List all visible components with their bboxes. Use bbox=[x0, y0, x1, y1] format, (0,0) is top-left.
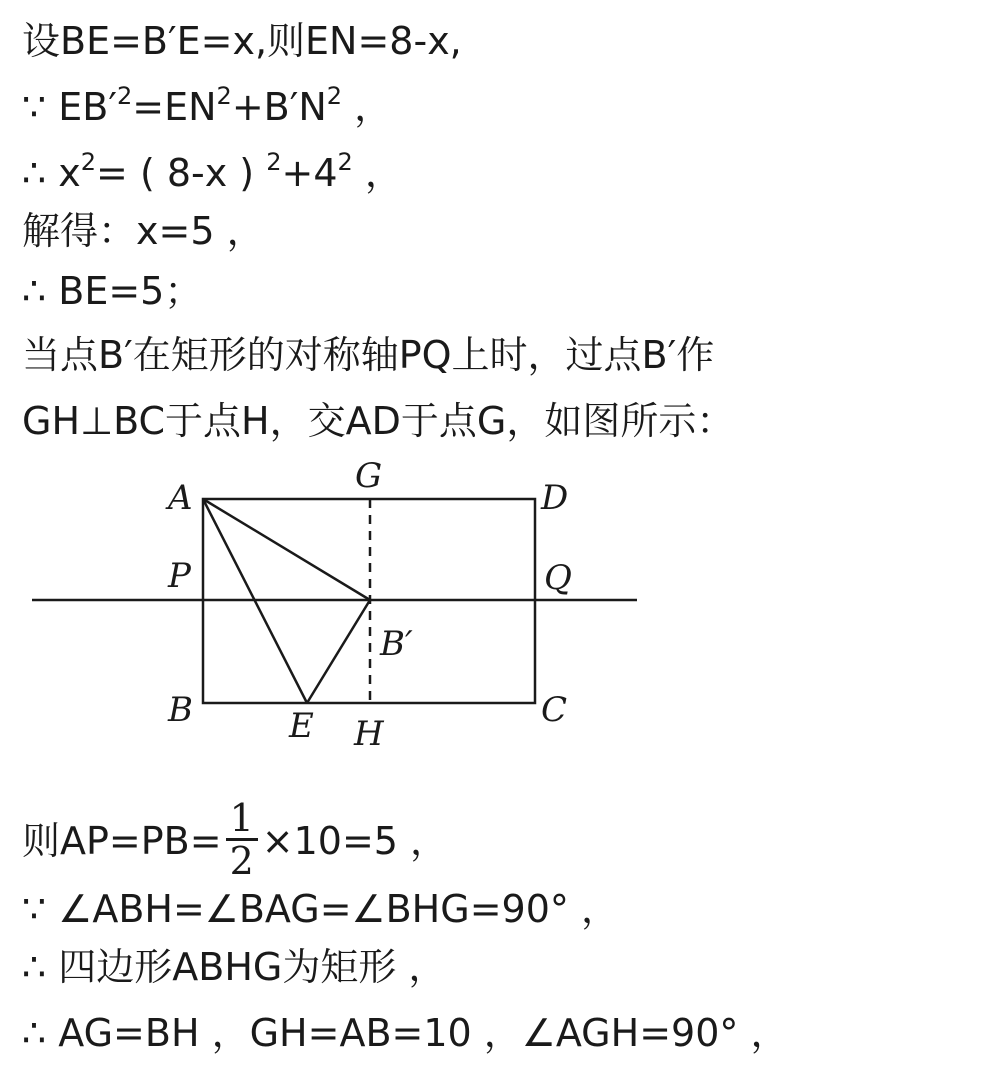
exponent: 2 bbox=[326, 82, 343, 110]
step-rectangle-abhg: ∴ 四边形ABHG为矩形 ， bbox=[22, 945, 447, 989]
step-ap-pb bbox=[22, 796, 449, 885]
text-segment: ， bbox=[352, 151, 403, 195]
step-case-intro: 当点B′在矩形的对称轴PQ上时，过点B′作 bbox=[22, 333, 715, 377]
fraction-numerator: 1 bbox=[226, 798, 258, 841]
text-segment: +4 bbox=[281, 151, 338, 195]
exponent: 2 bbox=[266, 148, 282, 176]
label-q: Q bbox=[544, 558, 572, 598]
label-b: B bbox=[168, 690, 193, 730]
text-segment: +B′N bbox=[231, 85, 327, 129]
text-segment: ∴ x bbox=[22, 151, 81, 195]
geometry-figure bbox=[0, 455, 660, 765]
step-be-result: ∴ BE=5； bbox=[22, 269, 203, 313]
label-a: A bbox=[168, 478, 193, 518]
text-segment: ∵ EB′ bbox=[22, 85, 117, 129]
text-segment: = ( 8-x ) bbox=[96, 151, 267, 195]
text-segment: ， bbox=[342, 85, 393, 129]
label-g: G bbox=[355, 456, 383, 496]
text-segment: 则AP=PB= bbox=[22, 819, 222, 863]
label-d: D bbox=[541, 478, 569, 518]
text-segment: ×10=5 ， bbox=[261, 819, 449, 863]
label-h: H bbox=[354, 714, 384, 754]
exponent: 2 bbox=[116, 82, 133, 110]
label-b-prime: B′ bbox=[380, 624, 413, 664]
label-e: E bbox=[289, 706, 314, 746]
fraction-one-half bbox=[226, 798, 258, 881]
exponent: 2 bbox=[216, 82, 232, 110]
step-conclusion: ∴ AG=BH ，GH=AB=10 ，∠AGH=90° ， bbox=[22, 1011, 789, 1055]
step-equation bbox=[22, 150, 403, 196]
step-construction: GH⊥BC于点H，交AD于点G，如图所示： bbox=[22, 399, 735, 443]
label-p: P bbox=[168, 556, 191, 596]
fraction-denominator: 2 bbox=[229, 839, 254, 883]
label-c: C bbox=[541, 690, 568, 730]
step-right-angles: ∵ ∠ABH=∠BAG=∠BHG=90° ， bbox=[22, 887, 619, 931]
exponent: 2 bbox=[80, 148, 97, 176]
segment-eb-prime bbox=[307, 600, 370, 703]
step-let-x: 设BE=B′E=x,则EN=8-x, bbox=[22, 19, 462, 63]
step-pythagoras bbox=[22, 84, 392, 130]
text-segment: =EN bbox=[132, 85, 217, 129]
step-solve: 解得：x=5 ， bbox=[22, 209, 265, 253]
exponent: 2 bbox=[337, 148, 353, 176]
